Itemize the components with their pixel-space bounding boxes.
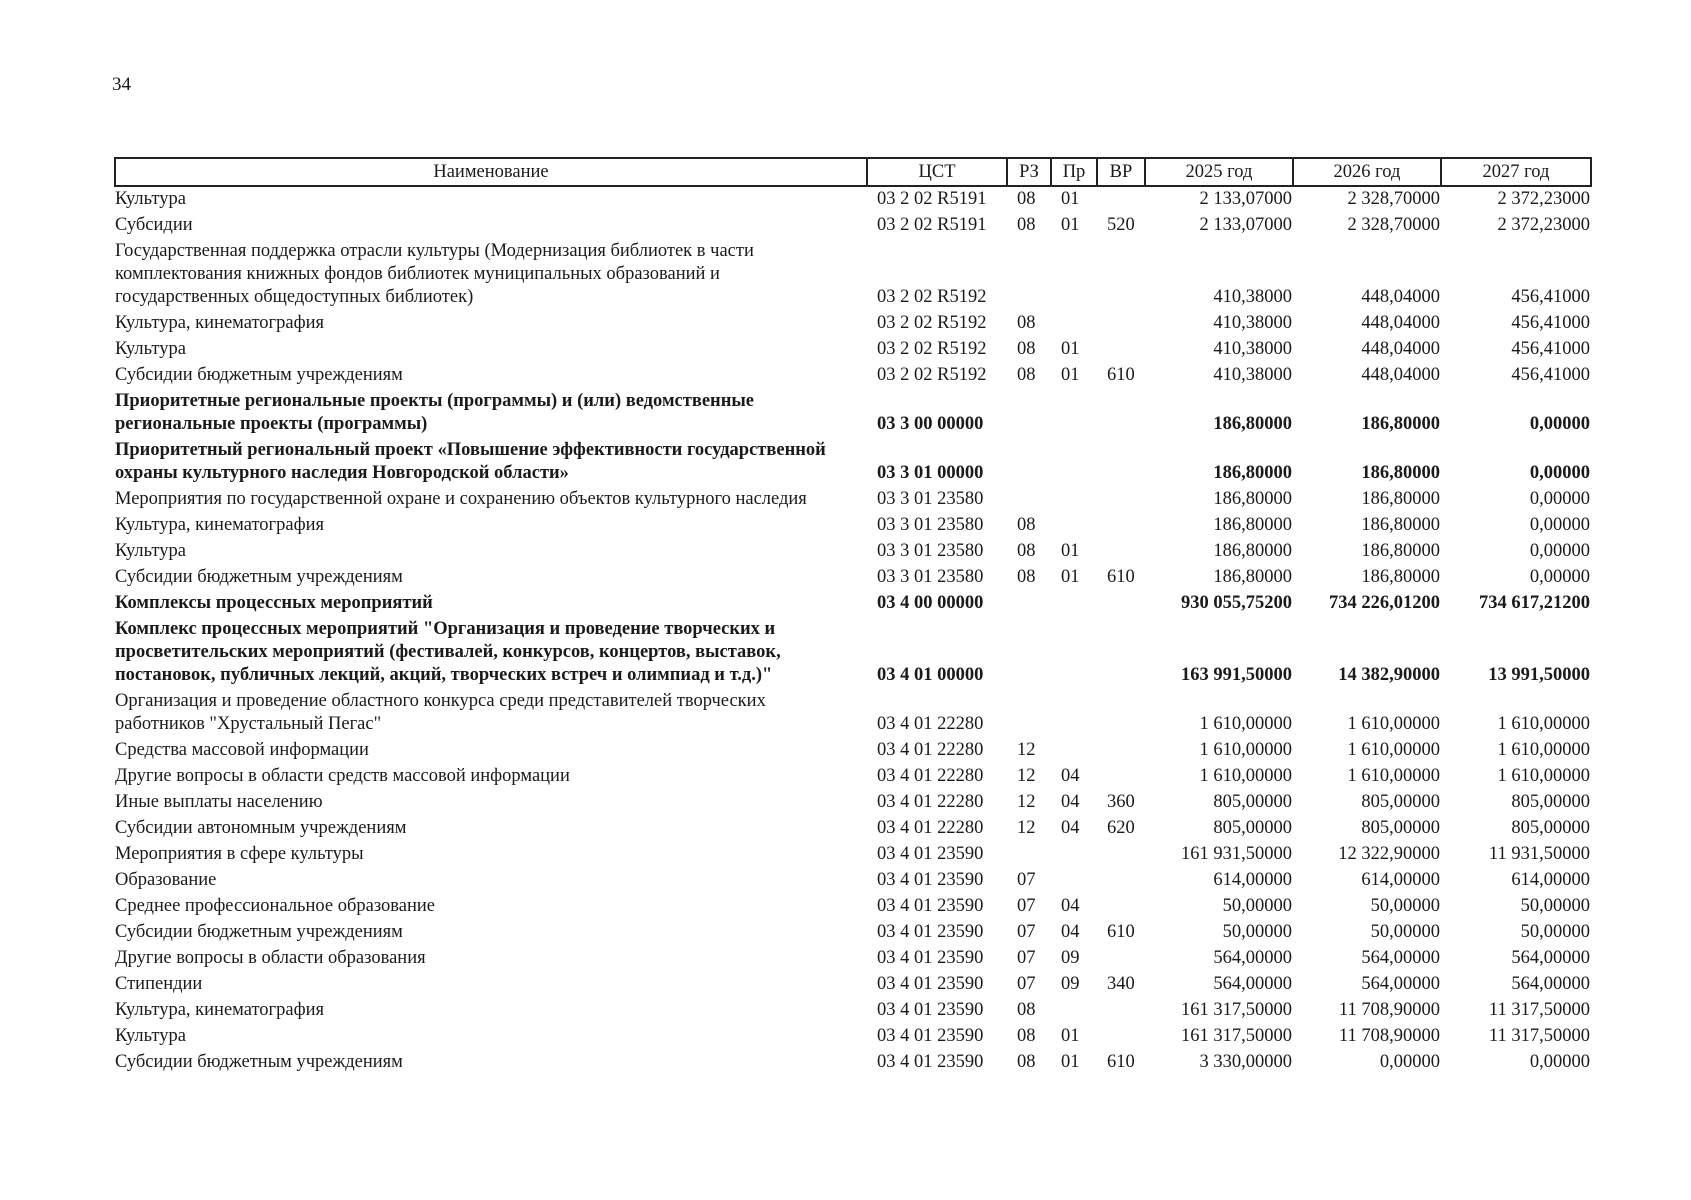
row-cst: 03 4 01 23590 [877, 974, 984, 994]
row-cst: 03 2 02 R5192 [877, 365, 987, 385]
row-vr [1097, 738, 1145, 764]
row-vr: 360 [1107, 792, 1135, 812]
row-vr [1097, 764, 1145, 790]
row-rz: 07 [1017, 870, 1036, 890]
row-name: Культура, кинематография [115, 515, 325, 535]
row-vr: 520 [1107, 215, 1135, 235]
row-cst: 03 2 02 R5192 [877, 339, 987, 359]
table-row [115, 513, 1591, 539]
row-cst: 03 4 01 23590 [877, 1052, 984, 1072]
row-vr [1097, 591, 1145, 617]
row-2026: 1 610,00000 [1347, 714, 1440, 734]
row-rz: 08 [1017, 567, 1036, 587]
row-2025: 3 330,00000 [1199, 1052, 1292, 1072]
table-row [115, 239, 1591, 311]
row-cst: 03 2 02 R5192 [877, 287, 987, 307]
header-name: Наименование [115, 158, 867, 186]
row-2026: 448,04000 [1361, 287, 1440, 307]
table-row [115, 213, 1591, 239]
row-rz [1007, 389, 1051, 438]
header-pr: Пр [1051, 158, 1097, 186]
row-name: Мероприятия по государственной охране и сохранению объектов культурного наследия [115, 489, 807, 509]
row-name: Образование [115, 870, 217, 890]
row-rz [1007, 842, 1051, 868]
row-name: Субсидии автономным учреждениям [115, 818, 407, 838]
row-rz: 12 [1017, 766, 1036, 786]
row-rz: 08 [1017, 313, 1036, 333]
row-2026: 1 610,00000 [1347, 740, 1440, 760]
row-name: Субсидии бюджетным учреждениям [115, 567, 403, 587]
row-rz: 08 [1017, 189, 1036, 209]
row-vr: 340 [1107, 974, 1135, 994]
row-2025: 161 931,50000 [1181, 844, 1292, 864]
row-pr [1051, 738, 1097, 764]
row-name: Субсидии [115, 215, 193, 235]
row-pr [1051, 438, 1097, 487]
row-2026: 734 226,01200 [1329, 593, 1440, 613]
row-vr [1097, 239, 1145, 311]
row-2025: 564,00000 [1213, 948, 1292, 968]
row-name: Культура [115, 339, 186, 359]
row-vr [1097, 487, 1145, 513]
row-2026: 50,00000 [1370, 922, 1440, 942]
row-2027: 0,00000 [1529, 463, 1590, 483]
row-2027: 1 610,00000 [1497, 740, 1590, 760]
row-name: Другие вопросы в области средств массовой информации [115, 766, 570, 786]
row-2026: 448,04000 [1361, 365, 1440, 385]
row-rz: 07 [1017, 896, 1036, 916]
table-row [115, 920, 1591, 946]
row-vr [1097, 186, 1145, 213]
row-2026: 564,00000 [1361, 948, 1440, 968]
row-name: Приоритетный региональный проект «Повышение эффективности государственной охраны культурного наследия Новгородской области» [115, 440, 826, 483]
row-vr [1097, 842, 1145, 868]
row-2027: 734 617,21200 [1479, 593, 1590, 613]
row-pr: 04 [1061, 792, 1080, 812]
row-2025: 161 317,50000 [1181, 1026, 1292, 1046]
row-cst: 03 4 01 23590 [877, 844, 984, 864]
table-row [115, 998, 1591, 1024]
row-cst: 03 2 02 R5192 [877, 313, 987, 333]
table-row [115, 894, 1591, 920]
table-row [115, 617, 1591, 689]
row-rz [1007, 617, 1051, 689]
row-cst: 03 2 02 R5191 [877, 215, 987, 235]
row-2025: 2 133,07000 [1199, 189, 1292, 209]
row-pr: 01 [1061, 1026, 1080, 1046]
row-pr: 04 [1061, 896, 1080, 916]
row-pr: 01 [1061, 567, 1080, 587]
row-2026: 11 708,90000 [1338, 1026, 1440, 1046]
header-2025: 2025 год [1145, 158, 1293, 186]
row-2027: 1 610,00000 [1497, 766, 1590, 786]
row-pr [1051, 487, 1097, 513]
table-header-row [115, 158, 1591, 186]
table-row [115, 816, 1591, 842]
row-2027: 456,41000 [1511, 287, 1590, 307]
row-cst: 03 4 01 22280 [877, 714, 984, 734]
row-cst: 03 4 01 22280 [877, 792, 984, 812]
row-2027: 0,00000 [1529, 1052, 1590, 1072]
row-name: Организация и проведение областного конкурса среди представителей творческих работников "Хрустальный Пегас" [115, 691, 766, 734]
row-vr: 610 [1107, 1052, 1135, 1072]
table-row [115, 337, 1591, 363]
row-cst: 03 4 01 23590 [877, 922, 984, 942]
row-2025: 186,80000 [1213, 489, 1292, 509]
row-vr [1097, 689, 1145, 738]
row-2025: 186,80000 [1213, 463, 1292, 483]
row-rz: 08 [1017, 1052, 1036, 1072]
row-pr [1051, 842, 1097, 868]
row-name: Субсидии бюджетным учреждениям [115, 365, 403, 385]
row-name: Мероприятия в сфере культуры [115, 844, 364, 864]
row-pr: 09 [1061, 948, 1080, 968]
row-2027: 456,41000 [1511, 313, 1590, 333]
budget-table [114, 157, 1592, 1076]
table-row [115, 438, 1591, 487]
row-2026: 805,00000 [1361, 792, 1440, 812]
row-name: Культура [115, 1026, 186, 1046]
row-vr [1097, 513, 1145, 539]
row-2025: 410,38000 [1213, 287, 1292, 307]
row-pr [1051, 389, 1097, 438]
row-2026: 2 328,70000 [1347, 215, 1440, 235]
row-2026: 1 610,00000 [1347, 766, 1440, 786]
row-rz [1007, 487, 1051, 513]
row-2026: 186,80000 [1361, 567, 1440, 587]
row-vr: 610 [1107, 922, 1135, 942]
row-vr: 610 [1107, 567, 1135, 587]
row-2026: 14 382,90000 [1338, 665, 1440, 685]
row-2027: 2 372,23000 [1497, 215, 1590, 235]
header-rz: РЗ [1007, 158, 1051, 186]
row-2027: 456,41000 [1511, 365, 1590, 385]
row-2026: 186,80000 [1361, 414, 1440, 434]
row-cst: 03 3 01 23580 [877, 515, 984, 535]
table-body [115, 186, 1591, 1076]
row-2027: 564,00000 [1511, 974, 1590, 994]
row-name: Комплекс процессных мероприятий "Организация и проведение творческих и просветительских мероприятий (фестивалей, конкурсов, концертов, выставок, постановок, публичных лекций, акций, творческих встреч и олимпиад и т.д.)" [115, 619, 781, 685]
table-row [115, 186, 1591, 213]
row-2025: 805,00000 [1213, 792, 1292, 812]
row-pr [1051, 311, 1097, 337]
table-row [115, 591, 1591, 617]
header-2027: 2027 год [1441, 158, 1591, 186]
row-2026: 12 322,90000 [1338, 844, 1440, 864]
row-2027: 456,41000 [1511, 339, 1590, 359]
row-rz: 08 [1017, 339, 1036, 359]
row-rz: 12 [1017, 740, 1036, 760]
row-2027: 11 317,50000 [1488, 1000, 1590, 1020]
row-rz: 12 [1017, 792, 1036, 812]
row-2025: 161 317,50000 [1181, 1000, 1292, 1020]
row-2026: 11 708,90000 [1338, 1000, 1440, 1020]
row-2025: 1 610,00000 [1199, 740, 1292, 760]
row-name: Средства массовой информации [115, 740, 369, 760]
header-vr: ВР [1097, 158, 1145, 186]
row-pr: 04 [1061, 922, 1080, 942]
row-vr [1097, 868, 1145, 894]
row-name: Государственная поддержка отрасли культуры (Модернизация библиотек в части комплектования книжных фондов библиотек муниципальных образований и государственных общедоступных библиотек) [115, 241, 754, 307]
row-pr: 01 [1061, 541, 1080, 561]
row-rz: 08 [1017, 1000, 1036, 1020]
row-cst: 03 3 01 23580 [877, 567, 984, 587]
row-vr [1097, 311, 1145, 337]
row-2025: 2 133,07000 [1199, 215, 1292, 235]
row-name: Культура [115, 541, 186, 561]
row-2025: 186,80000 [1213, 567, 1292, 587]
header-cst: ЦСТ [867, 158, 1007, 186]
row-name: Культура, кинематография [115, 313, 325, 333]
row-2026: 564,00000 [1361, 974, 1440, 994]
row-2027: 0,00000 [1529, 541, 1590, 561]
row-2025: 186,80000 [1213, 515, 1292, 535]
row-2027: 614,00000 [1511, 870, 1590, 890]
table-row [115, 972, 1591, 998]
row-2025: 50,00000 [1222, 922, 1292, 942]
row-rz: 07 [1017, 974, 1036, 994]
row-cst: 03 3 01 00000 [877, 463, 984, 483]
row-vr: 620 [1107, 818, 1135, 838]
table-row [115, 764, 1591, 790]
header-2026: 2026 год [1293, 158, 1441, 186]
table-row [115, 311, 1591, 337]
table-row [115, 389, 1591, 438]
row-2025: 50,00000 [1222, 896, 1292, 916]
row-name: Иные выплаты населению [115, 792, 323, 812]
row-pr: 01 [1061, 1052, 1080, 1072]
table-row [115, 868, 1591, 894]
row-vr [1097, 337, 1145, 363]
row-2025: 805,00000 [1213, 818, 1292, 838]
table-row [115, 946, 1591, 972]
row-cst: 03 3 01 23580 [877, 489, 984, 509]
row-vr: 610 [1107, 365, 1135, 385]
row-2025: 186,80000 [1213, 541, 1292, 561]
row-2025: 410,38000 [1213, 313, 1292, 333]
row-cst: 03 3 01 23580 [877, 541, 984, 561]
row-2025: 410,38000 [1213, 339, 1292, 359]
row-name: Комплексы процессных мероприятий [115, 593, 433, 613]
row-rz [1007, 438, 1051, 487]
row-2027: 11 931,50000 [1488, 844, 1590, 864]
row-2027: 0,00000 [1529, 567, 1590, 587]
row-cst: 03 4 01 00000 [877, 665, 984, 685]
row-cst: 03 4 01 22280 [877, 818, 984, 838]
table-row [115, 790, 1591, 816]
row-rz: 07 [1017, 948, 1036, 968]
row-name: Субсидии бюджетным учреждениям [115, 1052, 403, 1072]
row-rz: 08 [1017, 215, 1036, 235]
row-cst: 03 2 02 R5191 [877, 189, 987, 209]
row-vr [1097, 438, 1145, 487]
row-vr [1097, 389, 1145, 438]
row-pr: 01 [1061, 339, 1080, 359]
row-pr: 09 [1061, 974, 1080, 994]
row-2027: 13 991,50000 [1488, 665, 1590, 685]
row-rz: 12 [1017, 818, 1036, 838]
table-row [115, 1024, 1591, 1050]
table-row [115, 738, 1591, 764]
row-rz [1007, 239, 1051, 311]
row-cst: 03 4 01 22280 [877, 740, 984, 760]
row-pr [1051, 689, 1097, 738]
row-cst: 03 4 01 23590 [877, 870, 984, 890]
row-2027: 805,00000 [1511, 818, 1590, 838]
row-pr [1051, 998, 1097, 1024]
row-pr: 04 [1061, 818, 1080, 838]
row-pr [1051, 617, 1097, 689]
row-2027: 2 372,23000 [1497, 189, 1590, 209]
row-vr [1097, 539, 1145, 565]
row-vr [1097, 946, 1145, 972]
row-2025: 930 055,75200 [1181, 593, 1292, 613]
row-pr [1051, 513, 1097, 539]
row-vr [1097, 894, 1145, 920]
row-2025: 564,00000 [1213, 974, 1292, 994]
row-rz [1007, 591, 1051, 617]
row-2027: 11 317,50000 [1488, 1026, 1590, 1046]
row-2027: 0,00000 [1529, 515, 1590, 535]
row-vr [1097, 998, 1145, 1024]
row-cst: 03 4 01 23590 [877, 948, 984, 968]
row-2025: 163 991,50000 [1181, 665, 1292, 685]
row-rz: 08 [1017, 541, 1036, 561]
row-2026: 805,00000 [1361, 818, 1440, 838]
row-rz: 08 [1017, 1026, 1036, 1046]
row-cst: 03 4 01 23590 [877, 1000, 984, 1020]
row-rz: 08 [1017, 365, 1036, 385]
row-2026: 50,00000 [1370, 896, 1440, 916]
table-row [115, 565, 1591, 591]
table-row [115, 689, 1591, 738]
row-cst: 03 4 01 22280 [877, 766, 984, 786]
row-vr [1097, 617, 1145, 689]
row-pr: 04 [1061, 766, 1080, 786]
row-2026: 448,04000 [1361, 339, 1440, 359]
row-pr: 01 [1061, 189, 1080, 209]
table-row [115, 1050, 1591, 1076]
row-2025: 614,00000 [1213, 870, 1292, 890]
row-name: Приоритетные региональные проекты (программы) и (или) ведомственные региональные проекты (программы) [115, 391, 755, 434]
row-cst: 03 4 00 00000 [877, 593, 984, 613]
row-2027: 1 610,00000 [1497, 714, 1590, 734]
row-2026: 186,80000 [1361, 541, 1440, 561]
row-2025: 410,38000 [1213, 365, 1292, 385]
row-pr: 01 [1061, 215, 1080, 235]
row-cst: 03 4 01 23590 [877, 896, 984, 916]
row-name: Стипендии [115, 974, 203, 994]
row-2025: 1 610,00000 [1199, 766, 1292, 786]
table-row [115, 487, 1591, 513]
row-2025: 1 610,00000 [1199, 714, 1292, 734]
row-rz: 08 [1017, 515, 1036, 535]
row-2026: 186,80000 [1361, 489, 1440, 509]
row-2027: 0,00000 [1529, 414, 1590, 434]
row-2026: 186,80000 [1361, 515, 1440, 535]
table-row [115, 539, 1591, 565]
table-row [115, 842, 1591, 868]
row-cst: 03 3 00 00000 [877, 414, 984, 434]
row-pr [1051, 239, 1097, 311]
row-2026: 448,04000 [1361, 313, 1440, 333]
row-cst: 03 4 01 23590 [877, 1026, 984, 1046]
row-name: Субсидии бюджетным учреждениям [115, 922, 403, 942]
row-rz [1007, 689, 1051, 738]
row-rz: 07 [1017, 922, 1036, 942]
page-number: 34 [112, 74, 131, 95]
row-pr: 01 [1061, 365, 1080, 385]
row-name: Культура [115, 189, 186, 209]
row-2026: 614,00000 [1361, 870, 1440, 890]
row-name: Культура, кинематография [115, 1000, 325, 1020]
row-2025: 186,80000 [1213, 414, 1292, 434]
row-vr [1097, 1024, 1145, 1050]
row-2026: 2 328,70000 [1347, 189, 1440, 209]
row-2026: 186,80000 [1361, 463, 1440, 483]
row-2027: 50,00000 [1520, 896, 1590, 916]
row-2027: 50,00000 [1520, 922, 1590, 942]
row-2027: 805,00000 [1511, 792, 1590, 812]
row-pr [1051, 868, 1097, 894]
table-row [115, 363, 1591, 389]
row-2026: 0,00000 [1379, 1052, 1440, 1072]
row-2027: 564,00000 [1511, 948, 1590, 968]
row-name: Среднее профессиональное образование [115, 896, 435, 916]
row-pr [1051, 591, 1097, 617]
row-2027: 0,00000 [1529, 489, 1590, 509]
row-name: Другие вопросы в области образования [115, 948, 426, 968]
